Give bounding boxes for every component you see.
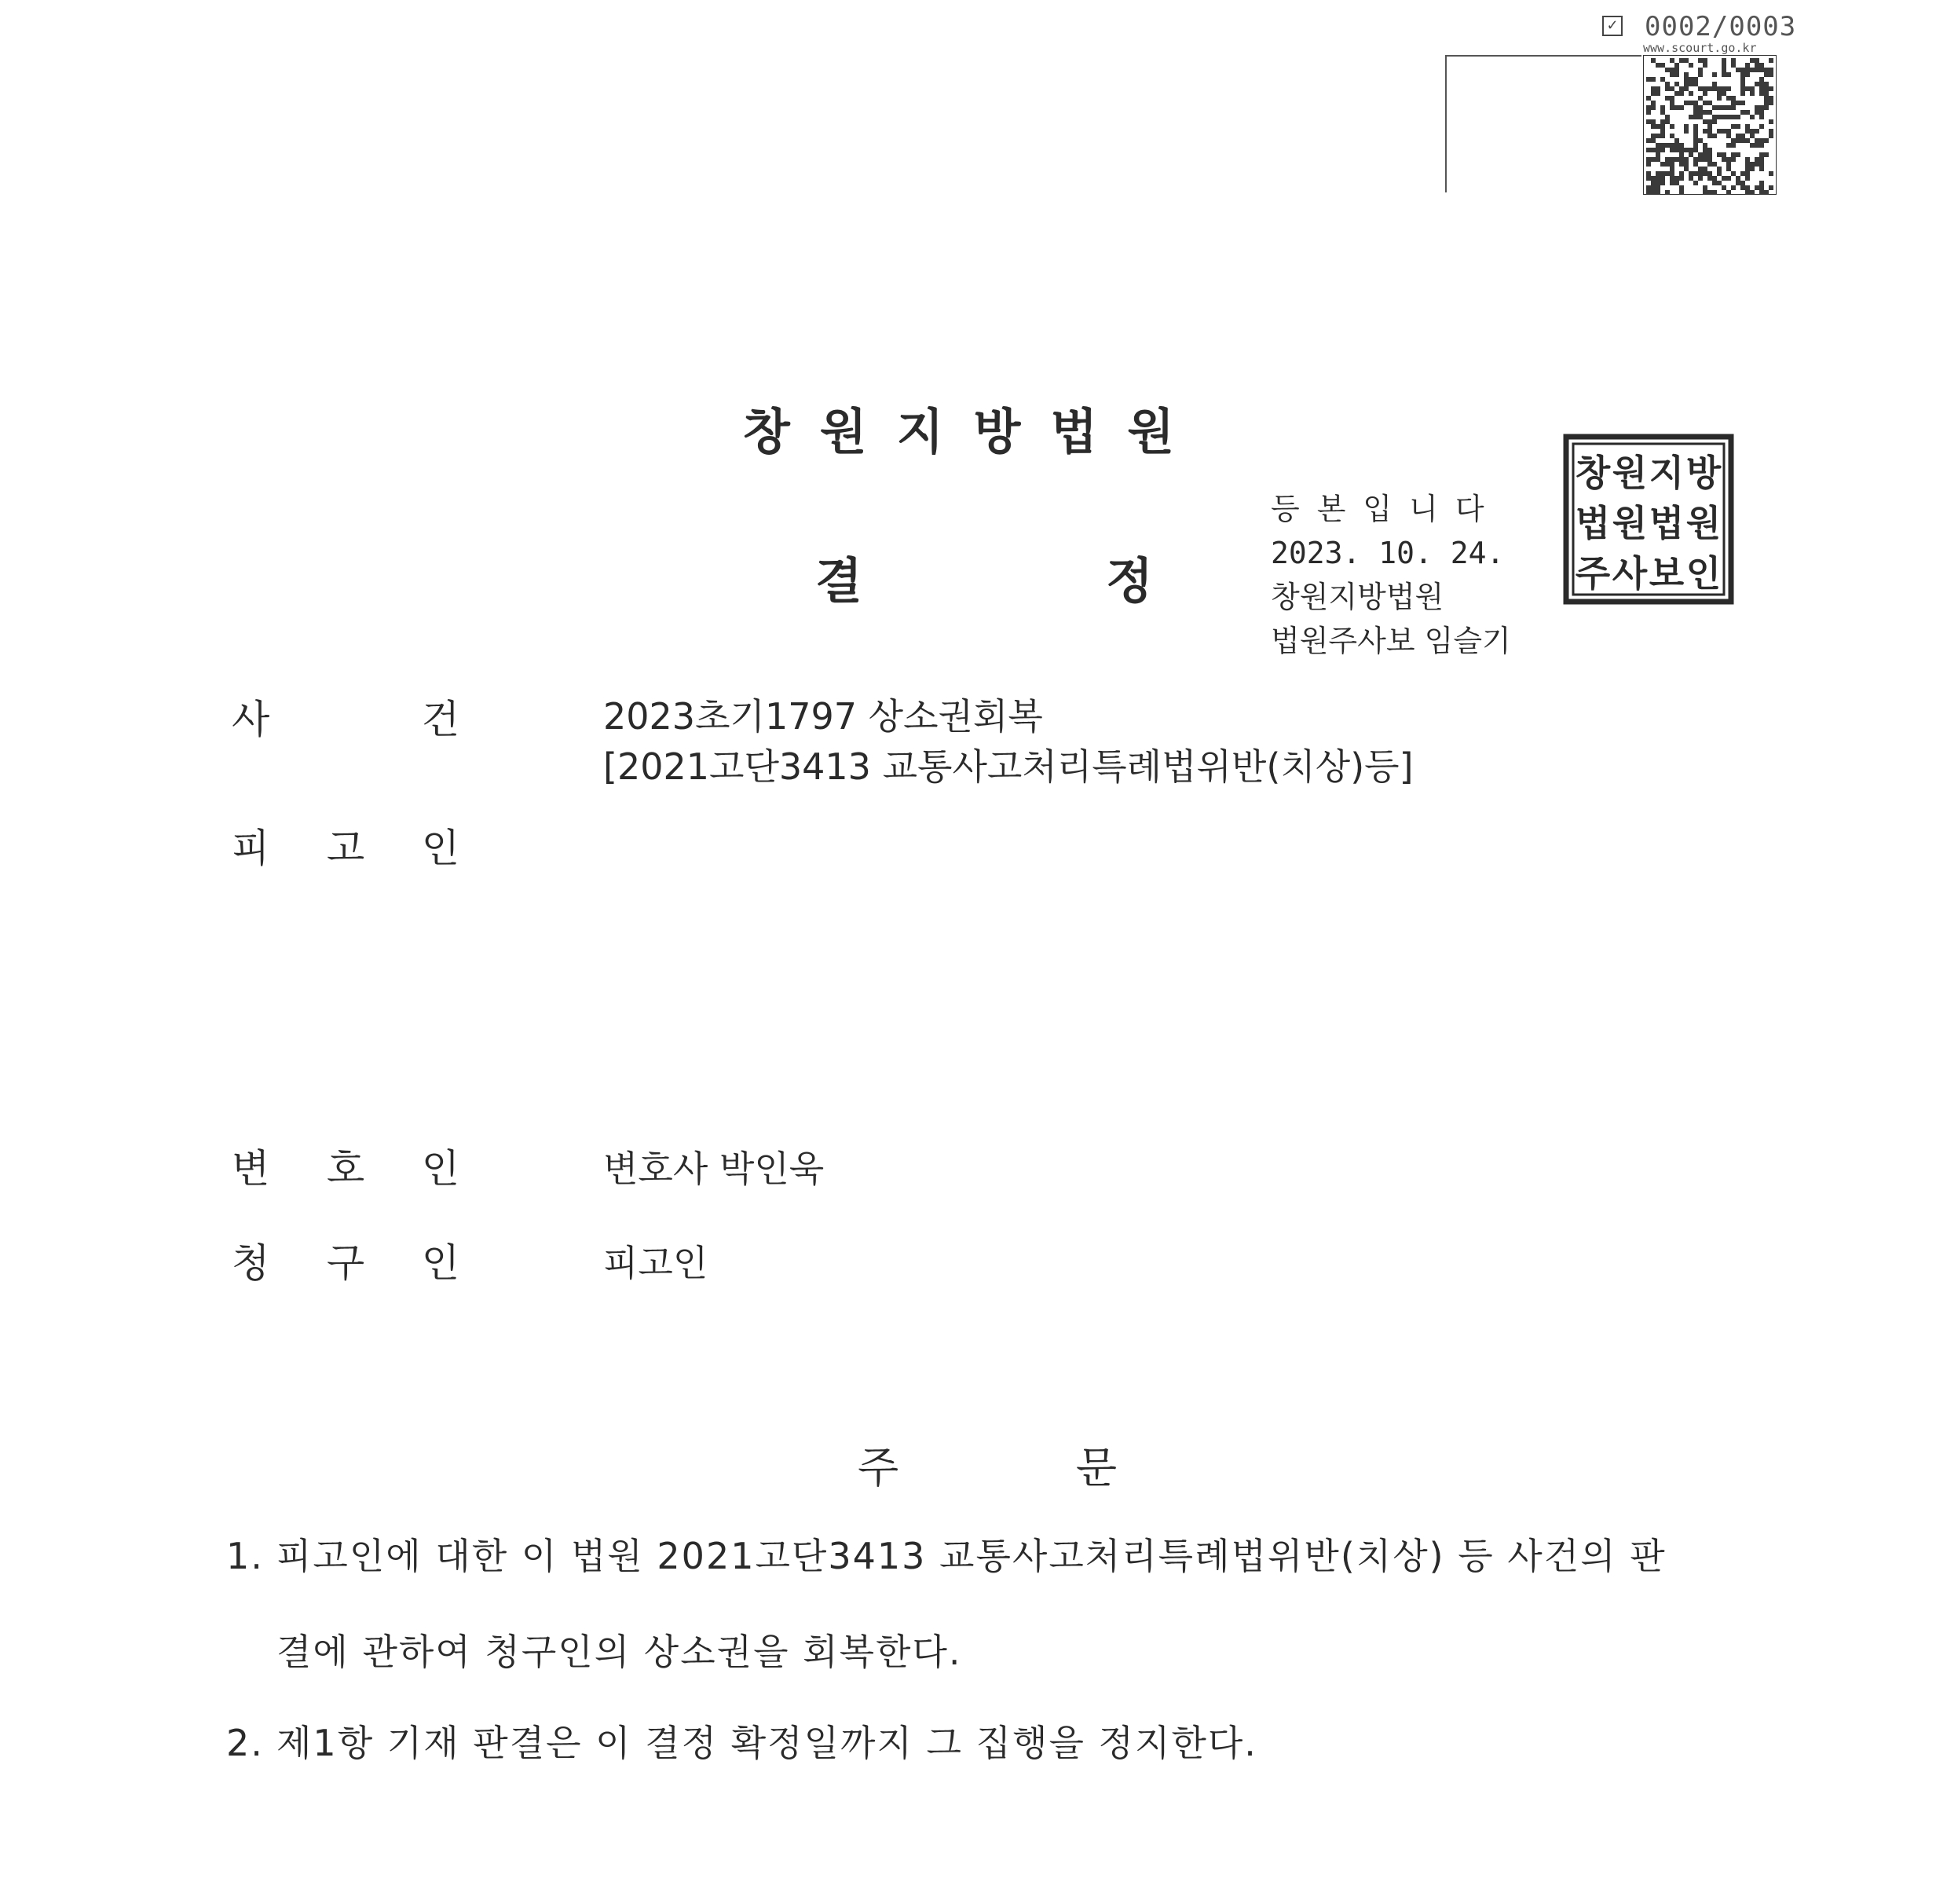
petitioner-label-char: 인: [421, 1240, 459, 1286]
counsel-label-char: 변: [232, 1146, 270, 1192]
order-item-text: 피고인에 대한 이 법원 2021고단3413 교통사고처리특례법위반(치상) 등 사건의 판: [276, 1535, 1667, 1577]
case-label-char: 사: [232, 697, 270, 742]
order-item-text: 제1항 기재 판결은 이 결정 확정일까지 그 집행을 정지한다.: [276, 1722, 1257, 1764]
document-title-right: 정: [1106, 552, 1153, 610]
petitioner-label-char: 청: [232, 1240, 270, 1286]
defendant-label-char: 인: [421, 826, 459, 871]
document-title-left: 결: [815, 552, 862, 610]
counsel-label: [232, 1137, 459, 1194]
seal-char: 방: [1685, 452, 1722, 494]
certifying-court: 창원지방법원: [1271, 580, 1444, 614]
certifying-official: 법원주사보 임슬기: [1271, 624, 1511, 658]
verification-box: [1445, 55, 1641, 192]
document-icon: ✓: [1602, 16, 1623, 36]
case-label-char: 건: [421, 697, 459, 742]
order-section-title: [858, 1434, 1117, 1495]
defendant-label: [232, 817, 459, 873]
case-label: [232, 688, 459, 745]
certified-date: 2023. 10. 24.: [1271, 536, 1505, 570]
petitioner-label-char: 구: [326, 1240, 365, 1286]
defendant-label-char: 피: [232, 826, 270, 871]
court-name: 창원지방법원: [742, 403, 1205, 460]
counsel-label-char: 인: [421, 1146, 459, 1192]
seal-char: 사: [1612, 552, 1648, 595]
qr-code-icon: [1643, 55, 1777, 195]
page-marker: [1602, 11, 1806, 58]
order-item-number: 2.: [226, 1722, 264, 1764]
petitioner-value: 피고인: [603, 1242, 708, 1284]
document-title: [815, 542, 1153, 612]
counsel-label-char: 호: [326, 1146, 365, 1192]
seal-char: 보: [1649, 552, 1685, 595]
counsel-name: 변호사 박인욱: [603, 1148, 825, 1190]
page-number: 0002/0003: [1645, 11, 1797, 42]
court-seal-icon: [1563, 434, 1734, 605]
site-url: www.scourt.go.kr: [1643, 41, 1757, 55]
order-item-text-cont: 결에 관하여 청구인의 상소권을 회복한다.: [276, 1631, 962, 1673]
seal-char: 법: [1575, 502, 1611, 544]
seal-char: 주: [1575, 552, 1611, 595]
seal-char: 인: [1685, 552, 1722, 595]
seal-char: 창: [1575, 452, 1611, 494]
order-title-right: 문: [1075, 1443, 1117, 1492]
seal-char: 원: [1612, 502, 1648, 544]
seal-char: 지: [1649, 452, 1685, 494]
certified-copy-notice: [1271, 487, 1511, 663]
petitioner-label: [232, 1232, 459, 1288]
defendant-label-char: 고: [326, 826, 365, 871]
seal-char: 원: [1685, 502, 1722, 544]
seal-char: 원: [1612, 452, 1648, 494]
order-item-2: [226, 1695, 1742, 1791]
seal-char: 법: [1649, 502, 1685, 544]
original-case: [2021고단3413 교통사고처리특례법위반(치상)등]: [603, 745, 1414, 788]
order-title-left: 주: [858, 1443, 899, 1492]
certified-copy-label: 등본입니다: [1271, 492, 1502, 526]
order-item-number: 1.: [226, 1535, 264, 1577]
order-item-1: [226, 1508, 1742, 1700]
case-number: 2023초기1797 상소권회복: [603, 695, 1043, 738]
